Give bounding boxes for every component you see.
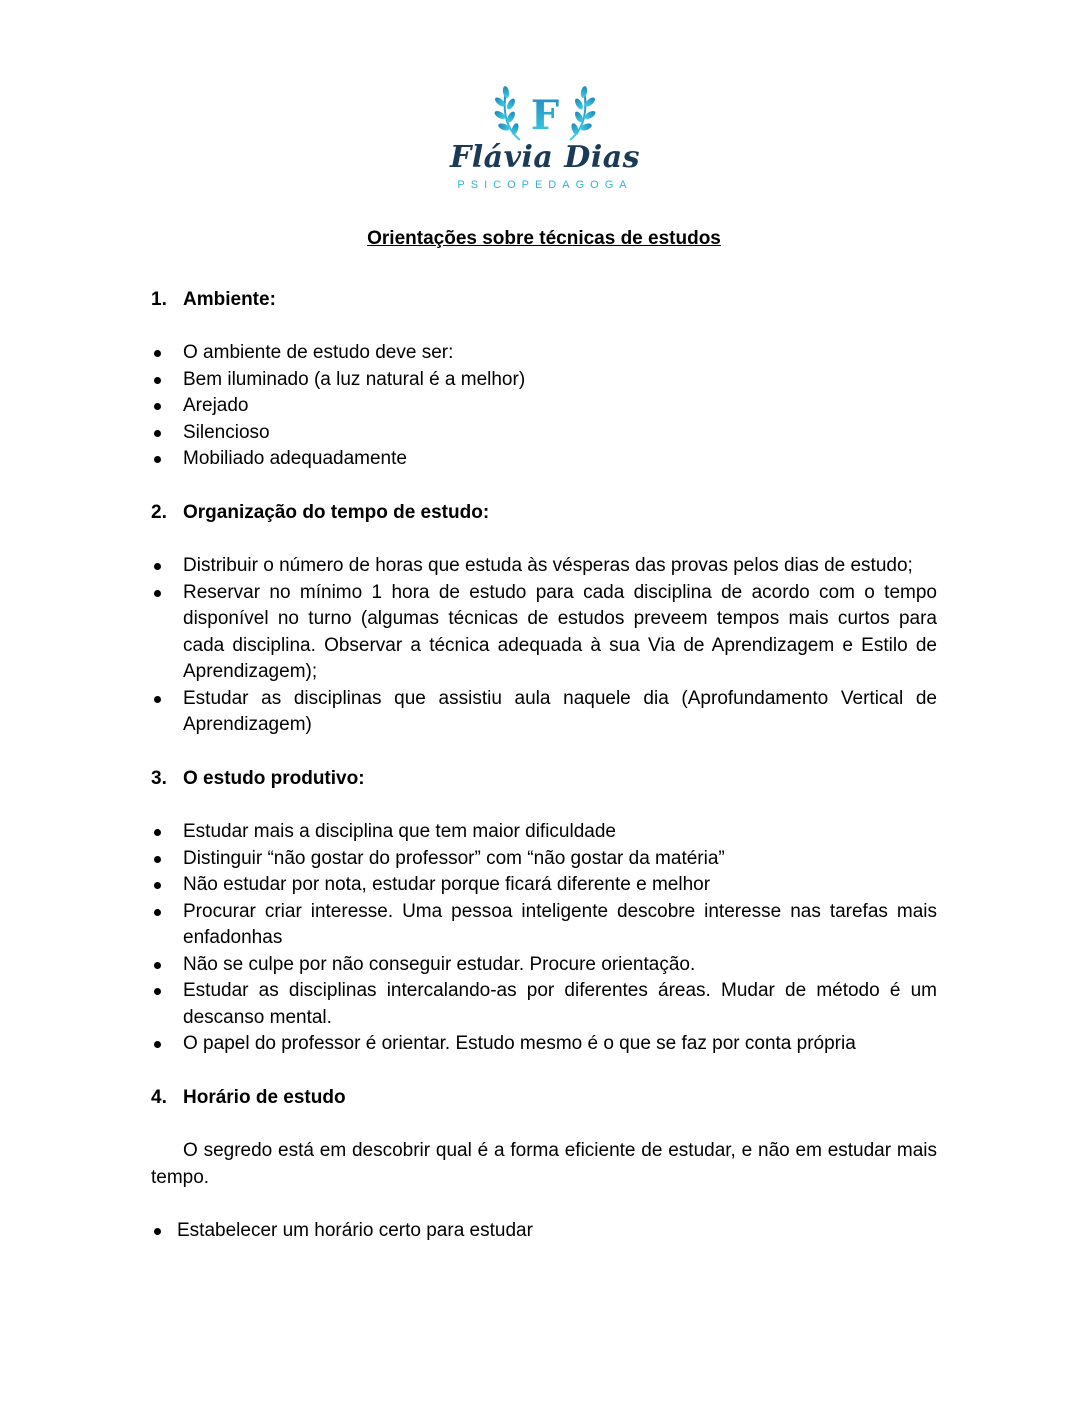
bullet-list (151, 553, 937, 739)
list-item: Estudar mais a disciplina que tem maior dificuldade (151, 819, 937, 846)
section-title: Ambiente: (183, 288, 276, 310)
list-item: Silencioso (151, 420, 937, 447)
list-item: O papel do professor é orientar. Estudo mesmo é o que se faz por conta própria (151, 1031, 937, 1058)
logo-initial: F (530, 92, 560, 139)
list-item: Não se culpe por não conseguir estudar. Procure orientação. (151, 952, 937, 979)
list-item: Bem iluminado (a luz natural é a melhor) (151, 367, 937, 394)
list-item: Estudar as disciplinas que assistiu aula naquele dia (Aprofundamento Vertical de Aprendizagem) (151, 686, 937, 739)
laurel-logo-icon (440, 84, 650, 144)
list-item: Distribuir o número de horas que estuda às vésperas das provas pelos dias de estudo; (151, 553, 937, 580)
logo (440, 84, 650, 196)
list-item: Reservar no mínimo 1 hora de estudo para cada disciplina de acordo com o tempo disponível no turno (algumas técnicas de estudos preveem tempos mais curtos para cada disciplina. Observar a técnica adequada à sua Via de Aprendizagem e Estilo de Aprendizagem); (151, 580, 937, 686)
list-item: O ambiente de estudo deve ser: (151, 340, 937, 367)
logo-name: Flávia Dias (449, 140, 641, 175)
section-heading (151, 1085, 937, 1112)
section-paragraph: O segredo está em descobrir qual é a forma eficiente de estudar, e não em estudar mais tempo. (151, 1140, 937, 1188)
section-heading (151, 287, 937, 314)
section-number: 4. (151, 1086, 167, 1108)
list-item: Distinguir “não gostar do professor” com “não gostar da matéria” (151, 846, 937, 873)
section-title: O estudo produtivo: (183, 767, 365, 789)
bullet-list (151, 819, 937, 1058)
section-number: 1. (151, 288, 167, 310)
list-item: Procurar criar interesse. Uma pessoa inteligente descobre interesse nas tarefas mais enfadonhas (151, 899, 937, 952)
section-title: Organização do tempo de estudo: (183, 501, 490, 523)
section-heading (151, 500, 937, 527)
list-item: Não estudar por nota, estudar porque ficará diferente e melhor (151, 872, 937, 899)
logo-subtitle: PSICOPEDAGOGA (457, 179, 633, 191)
document-title: Orientações sobre técnicas de estudos (367, 228, 721, 249)
section-title: Horário de estudo (183, 1086, 346, 1108)
section-heading (151, 766, 937, 793)
list-item: Estabelecer um horário certo para estudar (151, 1218, 937, 1245)
bullet-list (151, 1218, 937, 1245)
bullet-list (151, 340, 937, 473)
list-item: Mobiliado adequadamente (151, 446, 937, 473)
section-number: 2. (151, 501, 167, 523)
section-number: 3. (151, 767, 167, 789)
document-body (151, 226, 937, 1272)
list-item: Estudar as disciplinas intercalando-as por diferentes áreas. Mudar de método é um descanso mental. (151, 978, 937, 1031)
list-item: Arejado (151, 393, 937, 420)
